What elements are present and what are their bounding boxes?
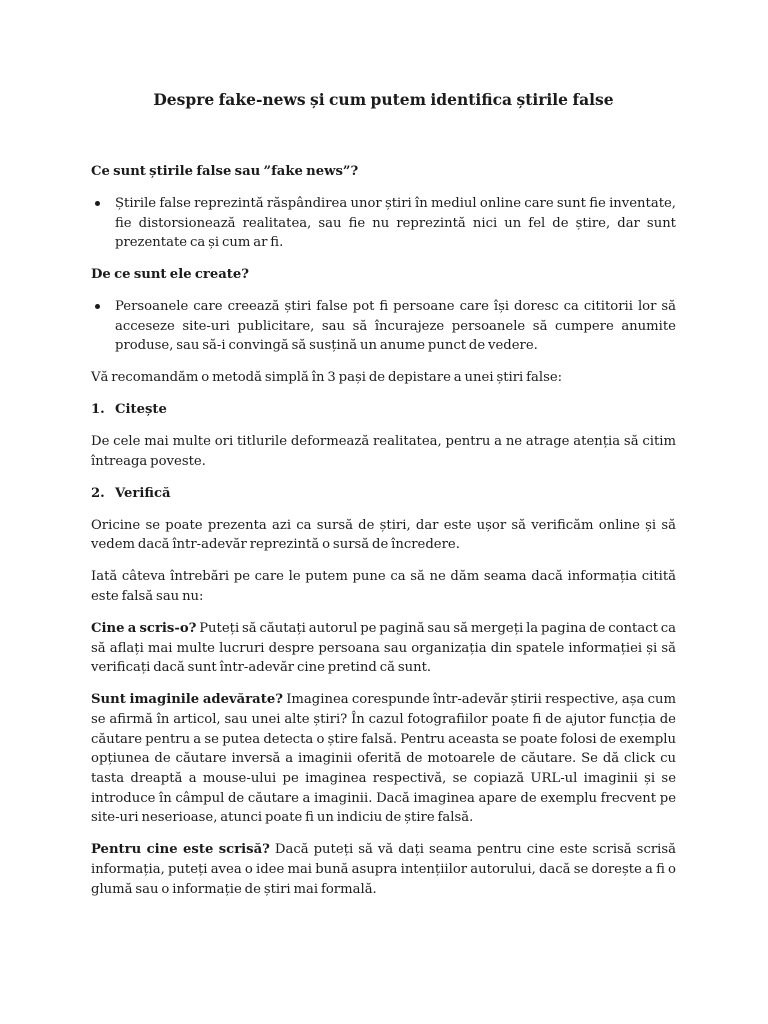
question-text: Dacă puteți să vă dați seama pentru cine este scrisă scrisă	[274, 842, 676, 858]
question-paragraph-audience	[91, 840, 676, 899]
paragraph-line: tasta dreaptă a mouse-ului pe imaginea respectivă, se copiază URL-ul imaginii și se	[91, 770, 676, 786]
paragraph-line: verificați dacă sunt într-adevăr cine pretind că sunt.	[91, 660, 432, 676]
step-number: 1.	[91, 402, 105, 418]
paragraph-line: se afirmă în articol, sau unei alte știri? În cazul fotografiilor poate fi de ajutor funcția de	[91, 711, 676, 727]
method-intro-paragraph	[91, 368, 676, 388]
question-text: Imaginea corespunde într-adevăr știrii respective, așa cum	[286, 692, 676, 708]
question-text: Puteți să căutați autorul pe pagină sau să mergeți la pagina de contact ca	[199, 620, 676, 636]
bullet-dot-icon	[95, 201, 100, 206]
paragraph-line: introduce în câmpul de căutare a imaginii. Dacă imaginea apare de exemplu frecvent pe	[91, 790, 676, 806]
document-body	[91, 90, 676, 899]
paragraph-line: acceseze site-uri publicitare, sau să încurajeze persoanele să cumpere anumite	[115, 318, 676, 334]
paragraph-line	[91, 690, 676, 710]
question-lead: Sunt imaginile adevărate?	[91, 692, 283, 708]
question-paragraph-author	[91, 619, 676, 678]
question-lead: Pentru cine este scrisă?	[91, 842, 270, 858]
paragraph-line: fie distorsionează realitatea, sau fie nu reprezintă nici un fel de știre, dar sunt	[115, 215, 676, 231]
step-heading-1	[91, 400, 676, 420]
question-lead: Cine a scris-o?	[91, 620, 197, 636]
document-title: Despre fake-news și cum putem identifica știrile false	[153, 90, 614, 109]
paragraph-line: Știrile false reprezintă răspândirea unor știri în mediul online care sunt fie inventate,	[115, 195, 676, 211]
paragraph-line: este falsă sau nu:	[91, 588, 204, 604]
step-heading-2	[91, 484, 676, 504]
paragraph-line: informația, puteți avea o idee mai bună asupra intențiilor autorului, dacă se dorește a fi o	[91, 861, 676, 877]
paragraph-line: Persoanele care creează știri false pot fi persoane care își doresc ca cititorii lor să	[115, 299, 676, 315]
bullet-item-why-created	[91, 297, 676, 356]
paragraph-line: Iată câteva întrebări pe care le putem pune ca să ne dăm seama dacă informația citită	[91, 569, 676, 585]
step-label: Verifică	[115, 485, 171, 501]
paragraph-line	[91, 619, 676, 639]
paragraph-line: produse, sau să-i convingă să susțină un anume punct de vedere.	[115, 338, 538, 354]
bullet-dot-icon	[95, 304, 100, 309]
paragraph-line: site-uri neserioase, atunci poate fi un indiciu de știre falsă.	[91, 810, 474, 826]
section-heading-what-is: Ce sunt știrile false sau ”fake news”?	[91, 164, 359, 179]
paragraph-line: prezentate ca și cum ar fi.	[115, 235, 284, 251]
step-1-paragraph	[91, 432, 676, 471]
paragraph-line: căutare pentru a se putea detecta o știre falsă. Pentru aceasta se poate folosi de exemplu	[91, 731, 676, 747]
paragraph-line: să aflați mai multe lucruri despre persoana sau organizația din spatele informației și să	[91, 640, 676, 656]
bullet-item-what-is	[91, 194, 676, 253]
paragraph-line: întreaga poveste.	[91, 453, 206, 469]
question-paragraph-images	[91, 690, 676, 828]
step-label: Citește	[115, 402, 167, 418]
paragraph-line: De cele mai multe ori titlurile deformează realitatea, pentru a ne atrage atenția să citim	[91, 434, 676, 450]
paragraph-line: opțiunea de căutare inversă a imaginii oferită de motoarele de căutare. Se dă click cu	[91, 751, 676, 767]
questions-intro-paragraph	[91, 567, 676, 606]
paragraph-line: Vă recomandăm o metodă simplă în 3 pași de depistare a unei știri false:	[91, 370, 563, 386]
paragraph-line: Oricine se poate prezenta azi ca sursă de știri, dar este ușor să verificăm online și să	[91, 517, 676, 533]
paragraph-line: glumă sau o informație de știri mai formală.	[91, 881, 377, 897]
section-heading-why-created: De ce sunt ele create?	[91, 267, 250, 283]
step-2-paragraph	[91, 516, 676, 555]
step-number: 2.	[91, 485, 105, 501]
paragraph-line	[91, 840, 676, 860]
paragraph-line: vedem dacă într-adevăr reprezintă o sursă de încredere.	[91, 537, 460, 553]
